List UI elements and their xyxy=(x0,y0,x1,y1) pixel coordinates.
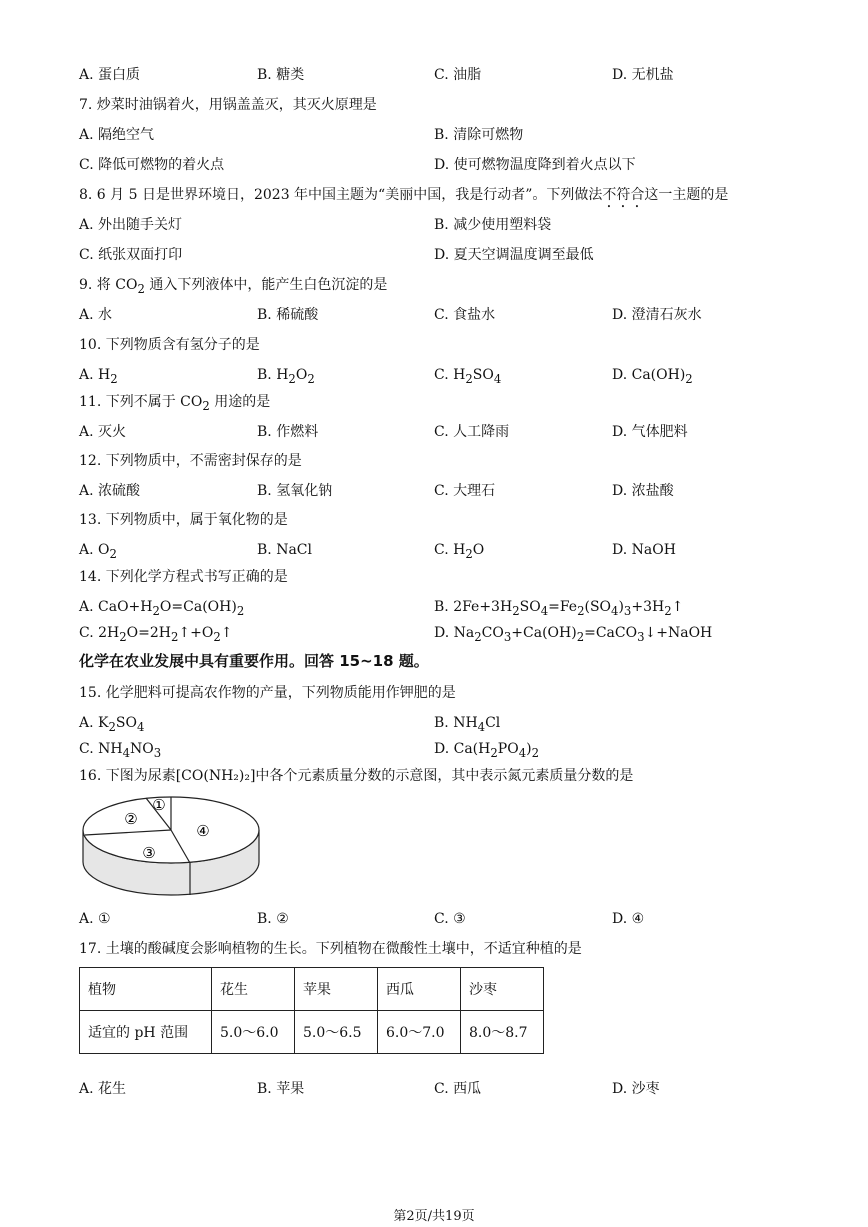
q6-option-a: A. 蛋白质 xyxy=(79,67,141,83)
q9-stem-part-a: 9. 将 CO xyxy=(79,277,138,293)
q11-stem-part-b: 用途的是 xyxy=(209,394,271,410)
q13-option-c: C. $H_2O$ xyxy=(434,542,485,561)
q11-stem xyxy=(79,393,270,415)
q12-option-d: D. 浓盐酸 xyxy=(612,483,674,499)
table-cell: 西瓜 xyxy=(378,968,461,1011)
q10-option-d: D. $Ca(OH)_2$ xyxy=(612,367,693,386)
q17-option-b: B. 苹果 xyxy=(257,1081,305,1097)
q8-stem-part-a: 8. 6 月 5 日是世界环境日，2023 年中国主题为“美丽中国，我是行动者”。下列做法 xyxy=(79,187,603,203)
q13-stem: 13. 下列物质中，属于氧化物的是 xyxy=(79,512,288,528)
table-cell: 花生 xyxy=(212,968,295,1011)
pie-label-2: ② xyxy=(124,810,138,828)
q12-option-b: B. 氢氧化钠 xyxy=(257,483,333,499)
q8-option-d: D. 夏天空调温度调至最低 xyxy=(434,247,594,263)
q16-option-a: A. ① xyxy=(79,911,111,927)
q12-option-c: C. 大理石 xyxy=(434,483,496,499)
q15-option-c: C. $NH_4NO_3$ xyxy=(79,741,162,760)
q6-option-b: B. 糖类 xyxy=(257,67,305,83)
q11-stem-part-a: 11. 下列不属于 CO xyxy=(79,394,203,410)
q8-option-b: B. 减少使用塑料袋 xyxy=(434,217,552,233)
q7-stem: 7. 炒菜时油锅着火，用锅盖盖灭，其灭火原理是 xyxy=(79,97,377,113)
table-cell: 8.0～8.7 xyxy=(461,1011,544,1054)
section-heading: 化学在农业发展中具有重要作用。回答 15~18 题。 xyxy=(79,652,429,670)
table-row xyxy=(80,1011,544,1054)
q8-stem-part-b: 这一主题的是 xyxy=(644,187,729,203)
table-cell: 植物 xyxy=(80,968,212,1011)
q8-option-a: A. 外出随手关灯 xyxy=(79,217,183,233)
q10-option-c: C. $H_2SO_4$ xyxy=(434,367,502,386)
q9-option-c: C. 食盐水 xyxy=(434,307,496,323)
table-cell: 苹果 xyxy=(295,968,378,1011)
table-cell: 5.0～6.5 xyxy=(295,1011,378,1054)
q7-option-c: C. 降低可燃物的着火点 xyxy=(79,157,225,173)
q9-stem xyxy=(79,276,387,298)
q9-stem-part-b: 通入下列液体中，能产生白色沉淀的是 xyxy=(144,277,388,293)
q9-option-a: A. 水 xyxy=(79,307,113,323)
table-cell: 6.0～7.0 xyxy=(378,1011,461,1054)
q14-option-a: A. $CaO+H_2O=Ca(OH)_2$ xyxy=(79,599,245,618)
pie-label-3: ③ xyxy=(142,844,156,862)
q10-option-b: B. $H_2O_2$ xyxy=(257,367,315,386)
table-cell: 适宜的 pH 范围 xyxy=(80,1011,212,1054)
q10-stem: 10. 下列物质含有氢分子的是 xyxy=(79,337,260,353)
q14-option-c: C. $2H_2O=2H_2↑+O_2↑$ xyxy=(79,625,233,644)
pie-label-1: ① xyxy=(152,796,166,814)
urea-pie-diagram xyxy=(76,790,266,900)
q9-stem-sub: 2 xyxy=(137,281,145,296)
q15-option-d: D. $Ca(H_2PO_4)_2$ xyxy=(434,741,539,760)
q17-option-d: D. 沙枣 xyxy=(612,1081,660,1097)
q16-stem: 16. 下图为尿素[CO(NH₂)₂]中各个元素质量分数的示意图，其中表示氮元素质量分数的是 xyxy=(79,768,634,784)
q17-stem: 17. 土壤的酸碱度会影响植物的生长。下列植物在微酸性土壤中，不适宜种植的是 xyxy=(79,941,582,957)
q13-option-d: D. NaOH xyxy=(612,542,676,558)
pie-label-4: ④ xyxy=(196,822,210,840)
q11-option-d: D. 气体肥料 xyxy=(612,424,688,440)
q14-option-b: B. $2Fe+3H_2SO_4=Fe_2(SO_4)_3+3H_2↑$ xyxy=(434,599,684,618)
q12-option-a: A. 浓硫酸 xyxy=(79,483,141,499)
q6-option-d: D. 无机盐 xyxy=(612,67,674,83)
q15-stem: 15. 化学肥料可提高农作物的产量，下列物质能用作钾肥的是 xyxy=(79,685,456,701)
table-row xyxy=(80,968,544,1011)
q16-option-c: C. ③ xyxy=(434,911,466,927)
q7-option-b: B. 清除可燃物 xyxy=(434,127,524,143)
q14-stem: 14. 下列化学方程式书写正确的是 xyxy=(79,569,288,585)
q7-option-a: A. 隔绝空气 xyxy=(79,127,155,143)
q16-option-b: B. ② xyxy=(257,911,289,927)
q12-stem: 12. 下列物质中，不需密封保存的是 xyxy=(79,453,302,469)
q9-option-d: D. 澄清石灰水 xyxy=(612,307,702,323)
q11-option-a: A. 灭火 xyxy=(79,424,127,440)
q8-stem-emphasis: 不符合 xyxy=(602,187,645,203)
q8-stem xyxy=(79,186,728,211)
q11-stem-sub: 2 xyxy=(202,398,210,413)
q7-option-d: D. 使可燃物温度降到着火点以下 xyxy=(434,157,636,173)
q11-option-b: B. 作燃料 xyxy=(257,424,319,440)
table-cell: 沙枣 xyxy=(461,968,544,1011)
q11-option-c: C. 人工降雨 xyxy=(434,424,510,440)
q16-option-d: D. ④ xyxy=(612,911,645,927)
q17-option-c: C. 西瓜 xyxy=(434,1081,482,1097)
q6-option-c: C. 油脂 xyxy=(434,67,482,83)
table-cell: 5.0～6.0 xyxy=(212,1011,295,1054)
q14-option-d: D. $Na_2CO_3+Ca(OH)_2=CaCO_3↓+NaOH$ xyxy=(434,625,713,644)
q15-option-a: A. $K_2SO_4$ xyxy=(79,715,145,734)
q15-option-b: B. $NH_4Cl$ xyxy=(434,715,501,734)
page-footer: 第2页/共19页 xyxy=(393,1209,475,1224)
ph-range-table xyxy=(79,967,544,1054)
q13-option-a: A. $O_2$ xyxy=(79,542,117,561)
q9-option-b: B. 稀硫酸 xyxy=(257,307,319,323)
q17-option-a: A. 花生 xyxy=(79,1081,127,1097)
q10-option-a: A. $H_2$ xyxy=(79,367,118,386)
q8-option-c: C. 纸张双面打印 xyxy=(79,247,183,263)
q13-option-b: B. NaCl xyxy=(257,542,312,558)
